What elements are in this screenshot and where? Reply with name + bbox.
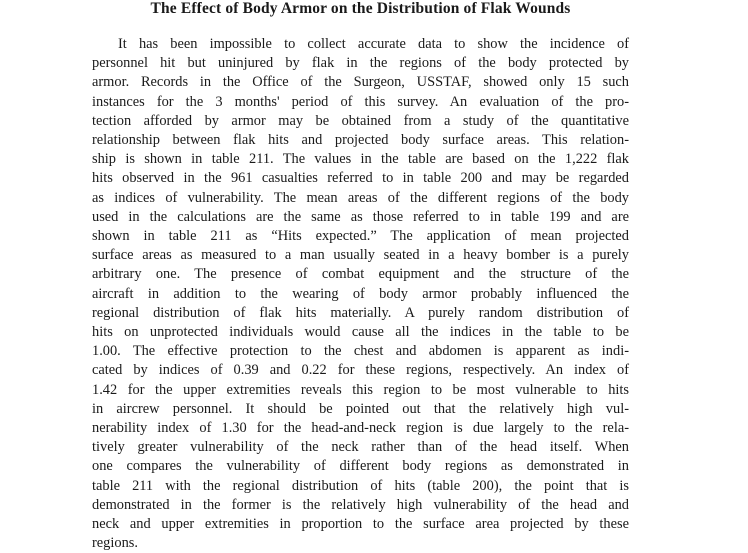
- paragraph-line: table 211 with the regional distribution of hits (table 200), the point that is: [92, 477, 629, 494]
- paragraph-line: regional distribution of flak hits materially. A purely random distribution of: [92, 304, 629, 321]
- paragraph-line: hits observed in the 961 casualties referred to in table 200 and may be regarded: [92, 170, 629, 187]
- paragraph-line: tection afforded by armor may be obtained from a study of the quantitative: [92, 112, 629, 129]
- paragraph-line: It has been impossible to collect accurate data to show the incidence of: [118, 36, 629, 52]
- paragraph-line: shown in table 211 as “Hits expected.” The application of mean projected: [92, 228, 629, 245]
- paragraph-line: hits on unprotected individuals would cause all the indices in the table to be: [92, 324, 629, 341]
- paragraph-line: used in the calculations are the same as those referred to in table 199 and are: [92, 208, 629, 225]
- paragraph-line: armor. Records in the Office of the Surgeon, USSTAF, showed only 15 such: [92, 74, 629, 91]
- paragraph-line: surface areas as measured to a man usually seated in a heavy bomber is a purely: [92, 247, 629, 264]
- body-paragraph: [92, 35, 629, 553]
- paragraph-line: nerability index of 1.30 for the head-and-neck region is due largely to the rela-: [92, 420, 629, 437]
- paragraph-line: regions.: [92, 535, 138, 552]
- paragraph-line: aircraft in addition to the wearing of body armor probably influenced the: [92, 285, 629, 302]
- paragraph-line: neck and upper extremities in proportion to the surface area projected by these: [92, 516, 629, 533]
- paragraph-line: tively greater vulnerability of the neck rather than of the head itself. When: [92, 439, 629, 456]
- paragraph-line: in aircrew personnel. It should be pointed out that the relatively high vul-: [92, 400, 629, 417]
- paragraph-line: instances for the 3 months' period of this survey. An evaluation of the pro-: [92, 93, 629, 110]
- paragraph-line: ship is shown in table 211. The values in the table are based on the 1,222 flak: [92, 151, 629, 168]
- paragraph-line: one compares the vulnerability of different body regions as demonstrated in: [92, 458, 629, 475]
- paragraph-line: demonstrated in the former is the relatively high vulnerability of the head and: [92, 496, 629, 513]
- paragraph-line: 1.00. The effective protection to the chest and abdomen is apparent as indi-: [92, 343, 629, 360]
- paragraph-line: personnel hit but uninjured by flak in the regions of the body protected by: [92, 55, 629, 72]
- paragraph-line: cated by indices of 0.39 and 0.22 for these regions, respectively. An index of: [92, 362, 629, 379]
- paragraph-line: 1.42 for the upper extremities reveals this region to be most vulnerable to hits: [92, 381, 629, 398]
- document-title: The Effect of Body Armor on the Distribution of Flak Wounds: [150, 0, 571, 17]
- paragraph-line: arbitrary one. The presence of combat equipment and the structure of the: [92, 266, 629, 283]
- paragraph-line: relationship between flak hits and projected body surface areas. This relation-: [92, 132, 629, 149]
- paragraph-line: as indices of vulnerability. The mean areas of the different regions of the body: [92, 189, 629, 206]
- document-page: [92, 0, 629, 553]
